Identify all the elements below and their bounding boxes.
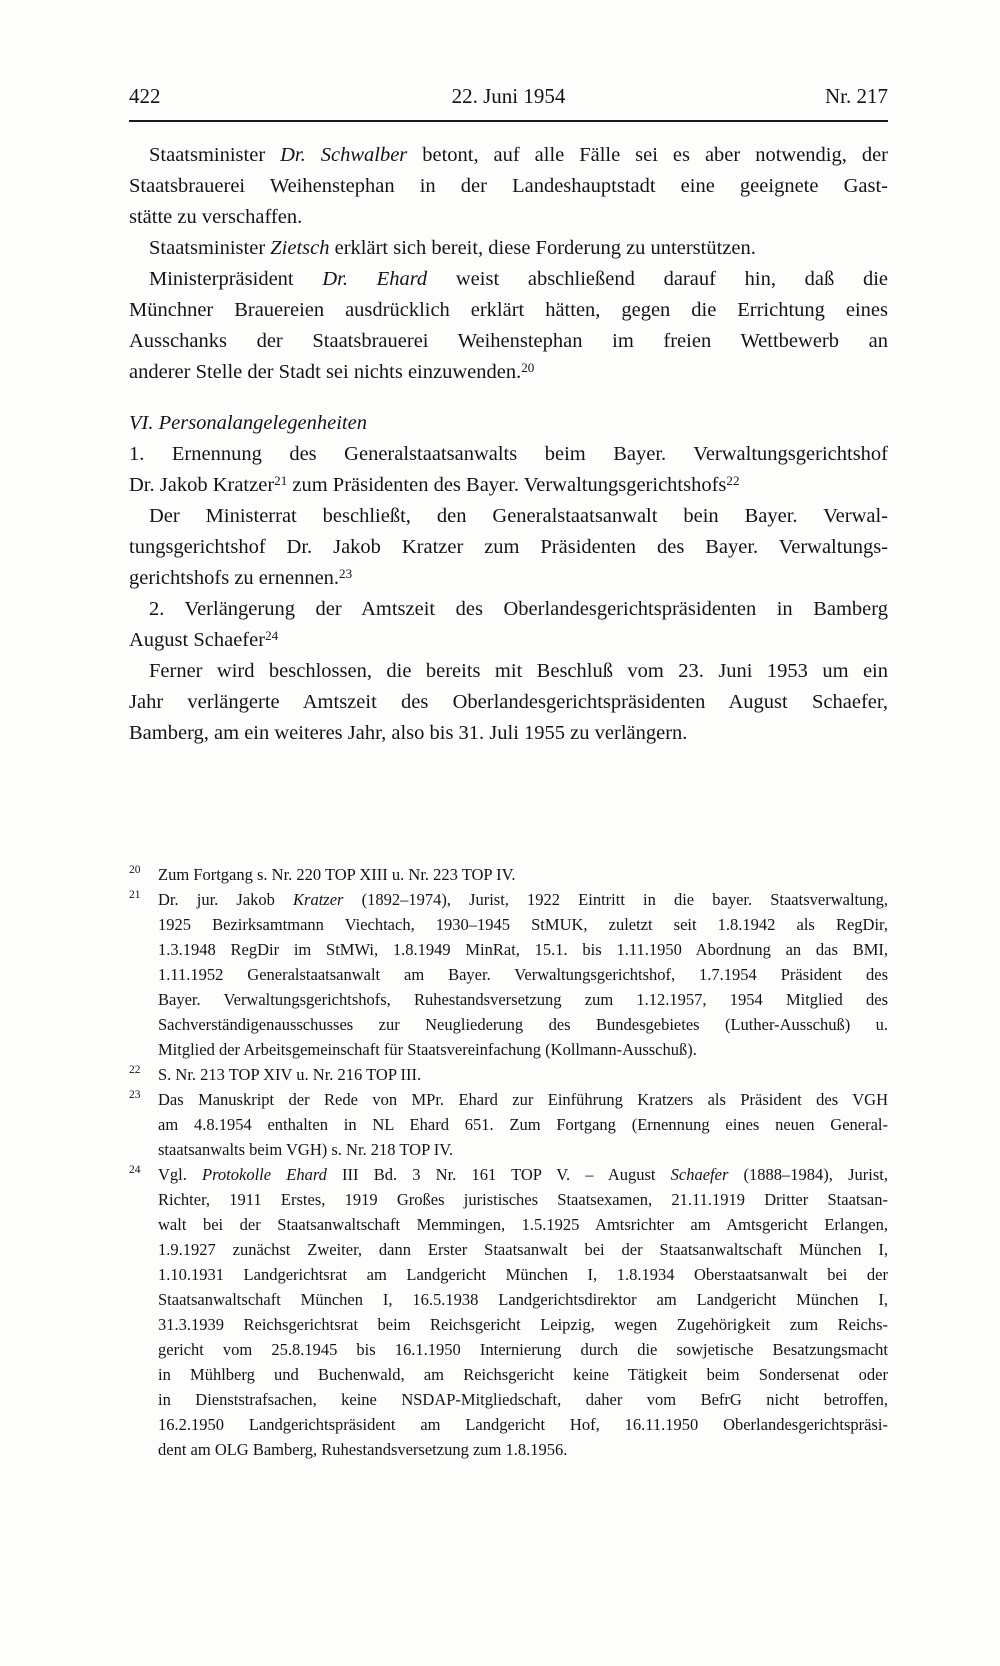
text-line [129, 501, 888, 532]
text-segment: Der Ministerrat beschließt, den Generalstaatsanwalt bein Bayer. Verwal- [149, 505, 888, 527]
text-segment: Bayer. Verwaltungsgerichtshofs, Ruhestandsversetzung zum 1.12.1957, 1954 Mitglied des [158, 990, 888, 1009]
footnote-number: 21 [129, 889, 141, 901]
text-segment: Dr. Schwalber [280, 144, 408, 166]
paragraph [129, 264, 888, 388]
text-line [129, 233, 888, 264]
text-segment: VI. Personalangelegenheiten [129, 412, 367, 434]
text-segment: S. Nr. 213 TOP XIV u. Nr. 216 TOP III. [158, 1065, 422, 1084]
text-line [129, 594, 888, 625]
text-line [158, 1312, 888, 1337]
footnote-ref: 20 [521, 360, 535, 376]
page-number: 422 [129, 84, 161, 108]
footnote-ref: 21 [274, 473, 288, 489]
text-line [129, 718, 888, 749]
text-line [158, 1287, 888, 1312]
text-segment: Schaefer [670, 1165, 729, 1184]
text-segment: Mitglied der Arbeitsgemeinschaft für Staatsvereinfachung (Kollmann-Ausschuß). [158, 1040, 697, 1059]
text-segment: Protokolle Ehard [202, 1165, 327, 1184]
text-line [158, 912, 888, 937]
text-segment: gerichtshofs zu ernennen. [129, 567, 340, 589]
text-segment: staatsanwalts beim VGH) s. Nr. 218 TOP IV. [158, 1140, 454, 1159]
text-line [158, 1187, 888, 1212]
footnote [129, 862, 888, 887]
text-segment: stätte zu verschaffen. [129, 206, 303, 228]
text-segment: 1. Ernennung des Generalstaatsanwalts beim Bayer. Verwaltungsgerichtshof [129, 443, 888, 465]
text-line [158, 1137, 888, 1162]
text-segment: 1925 Bezirksamtmann Viechtach, 1930–1945 StMUK, zuletzt seit 1.8.1942 als RegDir, [158, 915, 888, 934]
footnote-section [129, 862, 888, 1462]
text-segment: Sachverständigenausschusses zur Neugliederung des Bundesgebietes (Luther-Ausschuß) u. [158, 1015, 888, 1034]
footnote [129, 1162, 888, 1462]
text-segment: 1.9.1927 zunächst Zweiter, dann Erster Staatsanwalt bei der Staatsanwaltschaft München I, [158, 1240, 888, 1259]
text-line [158, 962, 888, 987]
section-heading [129, 408, 888, 439]
text-segment: betont, auf alle Fälle sei es aber notwendig, der [407, 144, 888, 166]
text-segment: weist abschließend darauf hin, daß die [427, 268, 889, 290]
text-line [129, 326, 888, 357]
text-line [158, 862, 888, 887]
text-segment: Zietsch [270, 237, 330, 259]
text-line [158, 1237, 888, 1262]
text-segment: 1.3.1948 RegDir im StMWi, 1.8.1949 MinRat, 15.1. bis 1.11.1950 Abordnung an das BMI, [158, 940, 888, 959]
text-line [158, 1362, 888, 1387]
text-line [158, 1012, 888, 1037]
text-line [129, 408, 888, 439]
footnote [129, 1062, 888, 1087]
text-segment: III Bd. 3 Nr. 161 TOP V. – August [326, 1165, 671, 1184]
text-line [129, 687, 888, 718]
text-line [158, 1387, 888, 1412]
text-line [158, 1212, 888, 1237]
text-segment: Staatsminister [149, 237, 271, 259]
text-segment: (1888–1984), Jurist, [728, 1165, 888, 1184]
text-line [158, 1337, 888, 1362]
text-segment: anderer Stelle der Stadt sei nichts einzuwenden. [129, 361, 522, 383]
text-segment: Ferner wird beschlossen, die bereits mit Beschluß vom 23. Juni 1953 um ein [149, 660, 888, 682]
text-segment: Staatsminister [149, 144, 281, 166]
text-segment: 16.2.1950 Landgerichtspräsident am Landgericht Hof, 16.11.1950 Oberlandesgerichtspräsi- [158, 1415, 888, 1434]
paragraph [129, 233, 888, 264]
text-line [158, 1037, 888, 1062]
header-date: 22. Juni 1954 [451, 84, 566, 108]
text-segment: (1892–1974), Jurist, 1922 Eintritt in die bayer. Staatsverwaltung, [343, 890, 888, 909]
footnote [129, 887, 888, 1062]
text-segment: August Schaefer [129, 629, 266, 651]
text-line [129, 140, 888, 171]
text-segment: Das Manuskript der Rede von MPr. Ehard zur Einführung Kratzers als Präsident des VGH [158, 1090, 888, 1109]
footnote-ref: 22 [726, 473, 740, 489]
footnote-number: 23 [129, 1089, 141, 1101]
text-line [129, 470, 888, 501]
text-segment: 1.10.1931 Landgerichtsrat am Landgericht München I, 1.8.1934 Oberstaatsanwalt bei der [158, 1265, 888, 1284]
text-line [129, 171, 888, 202]
text-line [158, 987, 888, 1012]
text-line [129, 264, 888, 295]
text-line [158, 1437, 888, 1462]
text-segment: Ministerpräsident [149, 268, 323, 290]
text-line [158, 1087, 888, 1112]
text-segment: Bamberg, am ein weiteres Jahr, also bis 31. Juli 1955 zu verlängern. [129, 722, 688, 744]
footnote [129, 1087, 888, 1162]
text-line [129, 656, 888, 687]
paragraph [129, 501, 888, 594]
text-line [158, 937, 888, 962]
text-line [129, 625, 888, 656]
text-segment: am 4.8.1954 enthalten in NL Ehard 651. Zum Fortgang (Ernennung eines neuen General- [158, 1115, 888, 1134]
text-segment: Richter, 1911 Erstes, 1919 Großes juristisches Staatsexamen, 21.11.1919 Dritter Staatsan- [158, 1190, 888, 1209]
text-segment: in Mühlberg und Buchenwald, am Reichsgericht keine Tätigkeit beim Sondersenat oder [158, 1365, 888, 1384]
text-line [158, 1162, 888, 1187]
paragraph [129, 594, 888, 656]
footnote-number: 22 [129, 1064, 141, 1076]
text-segment: 2. Verlängerung der Amtszeit des Oberlandesgerichtspräsidenten in Bamberg [149, 598, 888, 620]
paragraph [129, 140, 888, 233]
text-line [158, 1112, 888, 1137]
text-segment: zum Präsidenten des Bayer. Verwaltungsgerichtshofs [287, 474, 727, 496]
text-segment: Dr. Ehard [322, 268, 428, 290]
text-segment: erklärt sich bereit, diese Forderung zu unterstützen. [329, 237, 756, 259]
footnote-ref: 24 [265, 628, 279, 644]
text-segment: in Dienststrafsachen, keine NSDAP-Mitgliedschaft, daher vom BefrG nicht betroffen, [158, 1390, 888, 1409]
paragraph [129, 656, 888, 749]
text-line [129, 532, 888, 563]
text-segment: Dr. jur. Jakob [158, 890, 294, 909]
text-segment: Dr. Jakob Kratzer [129, 474, 275, 496]
text-segment: 1.11.1952 Generalstaatsanwalt am Bayer. Verwaltungsgerichtshof, 1.7.1954 Präsident des [158, 965, 888, 984]
text-line [129, 439, 888, 470]
text-segment: Ausschanks der Staatsbrauerei Weihenstephan im freien Wettbewerb an [129, 330, 888, 352]
text-segment: gericht vom 25.8.1945 bis 16.1.1950 Internierung durch die sowjetische Besatzungsmacht [158, 1340, 888, 1359]
text-segment: Staatsbrauerei Weihenstephan in der Landeshauptstadt eine geeignete Gast- [129, 175, 888, 197]
footnote-number: 20 [129, 864, 141, 876]
text-segment: tungsgerichtshof Dr. Jakob Kratzer zum Präsidenten des Bayer. Verwaltungs- [129, 536, 888, 558]
text-segment: Kratzer [293, 890, 344, 909]
text-segment: Zum Fortgang s. Nr. 220 TOP XIII u. Nr. 223 TOP IV. [158, 865, 516, 884]
text-segment: Vgl. [158, 1165, 203, 1184]
text-line [158, 1262, 888, 1287]
footnote-number: 24 [129, 1164, 141, 1176]
text-segment: walt bei der Staatsanwaltschaft Memmingen, 1.5.1925 Amtsrichter am Amtsgericht Erlangen, [158, 1215, 888, 1234]
body-text [129, 140, 888, 749]
text-line [158, 1412, 888, 1437]
text-segment: Münchner Brauereien ausdrücklich erklärt hätten, gegen die Errichtung eines [129, 299, 888, 321]
text-line [129, 357, 888, 388]
footnote-ref: 23 [339, 566, 353, 582]
text-segment: Jahr verlängerte Amtszeit des Oberlandesgerichtspräsidenten August Schaefer, [129, 691, 888, 713]
text-segment: Staatsanwaltschaft München I, 16.5.1938 Landgerichtsdirektor am Landgericht München I, [158, 1290, 888, 1309]
header-issue-number: Nr. 217 [825, 84, 888, 108]
page-header [129, 84, 888, 122]
text-segment: dent am OLG Bamberg, Ruhestandsversetzung zum 1.8.1956. [158, 1440, 568, 1459]
text-line [129, 563, 888, 594]
text-line [129, 202, 888, 233]
text-line [129, 295, 888, 326]
text-line [158, 1062, 888, 1087]
text-segment: 31.3.1939 Reichsgerichtsrat beim Reichsgericht Leipzig, wegen Zugehörigkeit zum Reichs- [158, 1315, 888, 1334]
paragraph [129, 439, 888, 501]
text-line [158, 887, 888, 912]
